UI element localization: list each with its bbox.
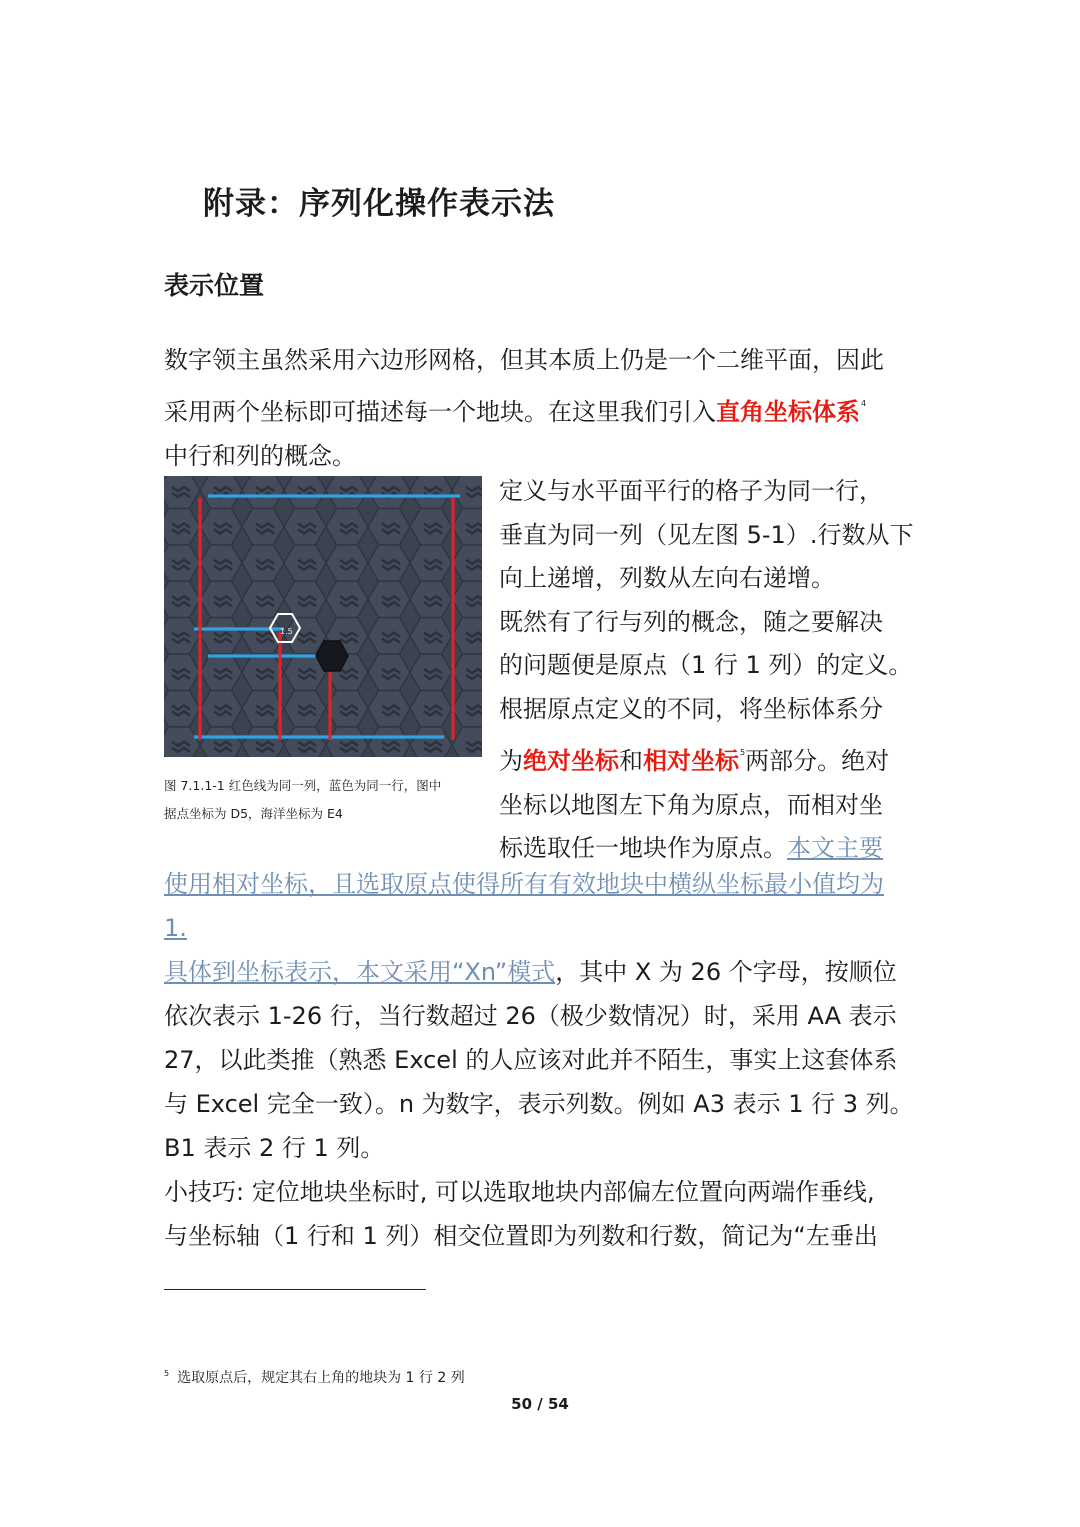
- footnote: [164, 1367, 465, 1387]
- side-line-9-text: 标选取任一地块作为原点。: [499, 834, 787, 862]
- intro-line-2-text: 采用两个坐标即可描述每一个地块。在这里我们引入: [164, 398, 716, 426]
- side-line-6: 根据原点定义的不同，将坐标体系分: [499, 694, 883, 723]
- footnote-text: 选取原点后，规定其右上角的地块为 1 行 2 列: [177, 1370, 465, 1386]
- hex-grid-figure: [164, 476, 482, 757]
- page-number: 50 / 54: [511, 1395, 569, 1413]
- side-line-7-post: 两部分。绝对: [745, 747, 890, 775]
- notation-line-5: B1 表示 2 行 1 列。: [164, 1134, 385, 1162]
- intro-line-2: [164, 382, 918, 434]
- cartesian-term: 直角坐标体系: [716, 398, 860, 426]
- absolute-coordinate-term: 绝对坐标: [523, 747, 619, 775]
- side-line-5: 的问题便是原点（1 行 1 列）的定义。: [499, 651, 913, 679]
- section-title: 表示位置: [164, 271, 265, 300]
- relative-coordinate-term: 相对坐标: [643, 747, 739, 775]
- side-line-7: [499, 731, 919, 784]
- side-paragraph: [499, 470, 919, 871]
- side-line-1: 定义与水平面平行的格子为同一行，: [499, 477, 883, 505]
- intro-line-3: 中行和列的概念。: [164, 442, 356, 470]
- footnote-ref-4[interactable]: 4: [861, 399, 867, 408]
- highlight-link-line-1[interactable]: 使用相对坐标，且选取原点使得所有有效地块中横纵坐标最小值均为: [164, 870, 884, 898]
- footnote-mark: 5: [164, 1369, 170, 1378]
- caption-line-1: 图 7.1.1-1 红色线为同一列，蓝色为同一行，图中: [164, 778, 442, 793]
- side-line-3: 向上递增，列数从左向右递增。: [499, 564, 835, 592]
- side-line-8: 坐标以地图左下角为原点，而相对坐: [499, 790, 883, 819]
- footnote-divider: [164, 1289, 426, 1290]
- highlight-link-line-2[interactable]: 1.: [164, 914, 187, 942]
- notation-line-2: 依次表示 1-26 行，当行数超过 26（极少数情况）时，采用 AA 表示: [164, 1002, 897, 1030]
- highlight-link-start[interactable]: 本文主要: [787, 834, 883, 862]
- page-title: 附录：序列化操作表示法: [203, 186, 555, 222]
- hex-cell-label: 1.5: [280, 627, 293, 636]
- figure-caption: [164, 772, 494, 828]
- intro-paragraph: [164, 338, 918, 478]
- side-line-2: 垂直为同一列（见左图 5-1）.行数从下: [499, 520, 914, 549]
- caption-line-2: 据点坐标为 D5，海洋坐标为 E4: [164, 806, 343, 821]
- notation-line-3: 27，以此类推（熟悉 Excel 的人应该对此并不陌生，事实上这套体系: [164, 1046, 898, 1074]
- intro-line-1: 数字领主虽然采用六边形网格，但其本质上仍是一个二维平面，因此: [164, 346, 884, 374]
- footnote-ref-5[interactable]: 5: [740, 748, 746, 757]
- side-line-7-mid: 和: [619, 747, 643, 775]
- tip-line-1: 小技巧: 定位地块坐标时, 可以选取地块内部偏左位置向两端作垂线,: [164, 1178, 875, 1206]
- body-paragraph: [164, 862, 918, 1258]
- notation-line-1: [164, 950, 918, 994]
- notation-line-4: 与 Excel 完全一致）。n 为数字，表示列数。例如 A3 表示 1 行 3 列。: [164, 1090, 914, 1118]
- notation-line-1-rest: ，其中 X 为 26 个字母，按顺位: [555, 958, 897, 986]
- hex-grid-map-icon: [164, 476, 482, 757]
- tip-line-2: 与坐标轴（1 行和 1 列）相交位置即为列数和行数，简记为“左垂出: [164, 1222, 878, 1250]
- notation-link[interactable]: 具体到坐标表示，本文采用“Xn”模式: [164, 958, 556, 986]
- side-line-7-pre: 为: [499, 747, 523, 775]
- side-line-4: 既然有了行与列的概念，随之要解决: [499, 607, 883, 636]
